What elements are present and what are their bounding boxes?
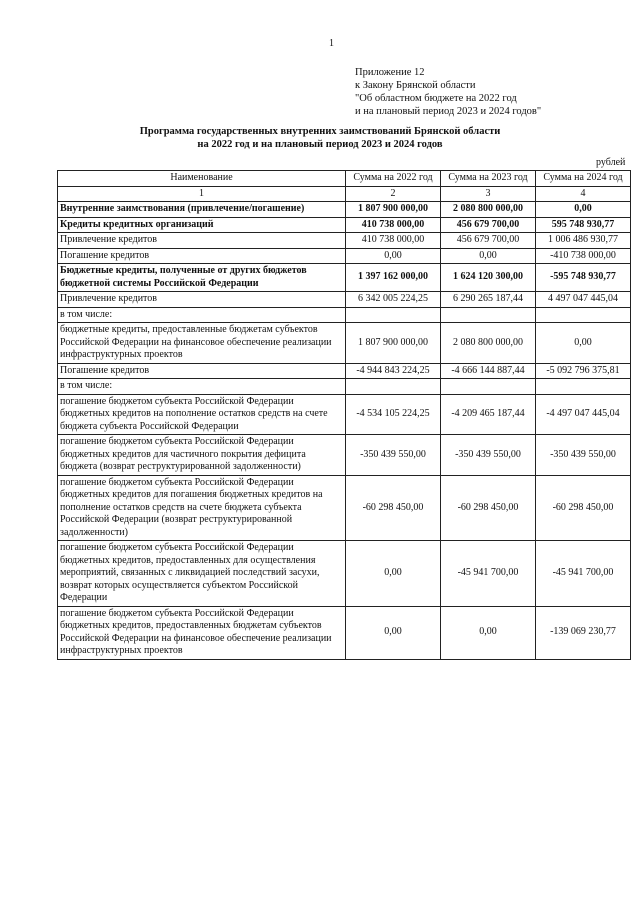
row-name: Внутренние заимствования (привлечение/погашение) [58,202,346,218]
row-name: Бюджетные кредиты, полученные от других бюджетов бюджетной системы Российской Федерации [58,264,346,292]
annex-line: к Закону Брянской области [355,80,476,91]
value-2022: 0,00 [346,248,441,264]
value-2023: 0,00 [441,248,536,264]
annex-line: и на плановый период 2023 и 2024 годов" [355,106,542,117]
borrowing-program-table [57,170,631,660]
value-2022: -4 534 105 224,25 [346,394,441,435]
value-2022: 0,00 [346,606,441,659]
table-row [58,435,631,476]
value-2022: 6 342 005 224,25 [346,292,441,308]
row-name: Привлечение кредитов [58,292,346,308]
table-header-row [58,171,631,187]
table-row [58,363,631,379]
table-row [58,323,631,364]
value-2024 [536,307,631,323]
value-2023: -4 209 465 187,44 [441,394,536,435]
value-2024: -60 298 450,00 [536,475,631,541]
value-2022: 410 738 000,00 [346,233,441,249]
table-row [58,475,631,541]
row-name: погашение бюджетом субъекта Российской Федерации бюджетных кредитов на пополнение остатков средств на счете бюджета субъекта Российской Федерации [58,394,346,435]
table-row [58,264,631,292]
value-2024: 0,00 [536,202,631,218]
row-name: бюджетные кредиты, предоставленные бюджетам субъектов Российской Федерации на финансовое обеспечение реализации инфраструктурных проектов [58,323,346,364]
value-2024: 1 006 486 930,77 [536,233,631,249]
table-row [58,606,631,659]
value-2024: 4 497 047 445,04 [536,292,631,308]
row-name: Погашение кредитов [58,248,346,264]
value-2022: 0,00 [346,541,441,607]
column-index: 4 [536,186,631,202]
value-2022: 1 807 900 000,00 [346,323,441,364]
value-2024: -595 748 930,77 [536,264,631,292]
value-2023: -45 941 700,00 [441,541,536,607]
document-title [0,125,640,151]
value-2023: 6 290 265 187,44 [441,292,536,308]
row-name: в том числе: [58,307,346,323]
row-name: Погашение кредитов [58,363,346,379]
annex-line: Приложение 12 [355,67,425,78]
title-line-1: Программа государственных внутренних заимствований Брянской области [139,126,501,137]
value-2024: -410 738 000,00 [536,248,631,264]
annex-line: "Об областном бюджете на 2022 год [355,93,517,104]
value-2024: -350 439 550,00 [536,435,631,476]
annex-header [355,66,541,118]
table-row [58,541,631,607]
table-row [58,307,631,323]
header-name: Наименование [58,171,346,187]
row-name: Кредиты кредитных организаций [58,217,346,233]
row-name: погашение бюджетом субъекта Российской Федерации бюджетных кредитов для погашения бюджетных кредитов на пополнение остатков средств на счете бюджета субъекта Российской Федерации (возврат реструктурированной задолженности) [58,475,346,541]
value-2023: -60 298 450,00 [441,475,536,541]
row-name: Привлечение кредитов [58,233,346,249]
column-index: 2 [346,186,441,202]
value-2023 [441,307,536,323]
value-2024: 0,00 [536,323,631,364]
header-2024: Сумма на 2024 год [536,171,631,187]
table-row [58,217,631,233]
column-index: 3 [441,186,536,202]
value-2022: -350 439 550,00 [346,435,441,476]
value-2023: 2 080 800 000,00 [441,323,536,364]
units-label: рублей [596,157,626,168]
row-name: погашение бюджетом субъекта Российской Федерации бюджетных кредитов, предоставленных для осуществления мероприятий, связанных с ликвидацией последствий засухи, возврат которых осуществляется субъектом Российской Федерации [58,541,346,607]
value-2023: -4 666 144 887,44 [441,363,536,379]
page-number: 1 [329,38,334,49]
value-2024: -4 497 047 445,04 [536,394,631,435]
value-2024: -45 941 700,00 [536,541,631,607]
row-name: погашение бюджетом субъекта Российской Федерации бюджетных кредитов для частичного покрытия дефицита бюджета (возврат реструктурированной задолженности) [58,435,346,476]
table-row [58,394,631,435]
table-body [58,202,631,660]
table-row [58,202,631,218]
header-2023: Сумма на 2023 год [441,171,536,187]
title-line-2: на 2022 год и на плановый период 2023 и 2024 годов [197,139,443,150]
value-2023: 0,00 [441,606,536,659]
table-row [58,292,631,308]
header-2022: Сумма на 2022 год [346,171,441,187]
table-row [58,248,631,264]
value-2022: -4 944 843 224,25 [346,363,441,379]
value-2022: 410 738 000,00 [346,217,441,233]
value-2023: -350 439 550,00 [441,435,536,476]
column-index-row [58,186,631,202]
value-2024: -5 092 796 375,81 [536,363,631,379]
value-2022: -60 298 450,00 [346,475,441,541]
row-name: в том числе: [58,379,346,395]
table-row [58,379,631,395]
table-row [58,233,631,249]
value-2023: 1 624 120 300,00 [441,264,536,292]
value-2022: 1 807 900 000,00 [346,202,441,218]
value-2023: 2 080 800 000,00 [441,202,536,218]
value-2023: 456 679 700,00 [441,217,536,233]
value-2022 [346,379,441,395]
value-2024: -139 069 230,77 [536,606,631,659]
value-2022: 1 397 162 000,00 [346,264,441,292]
value-2022 [346,307,441,323]
value-2023 [441,379,536,395]
value-2024: 595 748 930,77 [536,217,631,233]
value-2023: 456 679 700,00 [441,233,536,249]
value-2024 [536,379,631,395]
column-index: 1 [58,186,346,202]
row-name: погашение бюджетом субъекта Российской Федерации бюджетных кредитов, предоставленных бюджетам субъектов Российской Федерации на финансовое обеспечение реализации инфраструктурных проектов [58,606,346,659]
